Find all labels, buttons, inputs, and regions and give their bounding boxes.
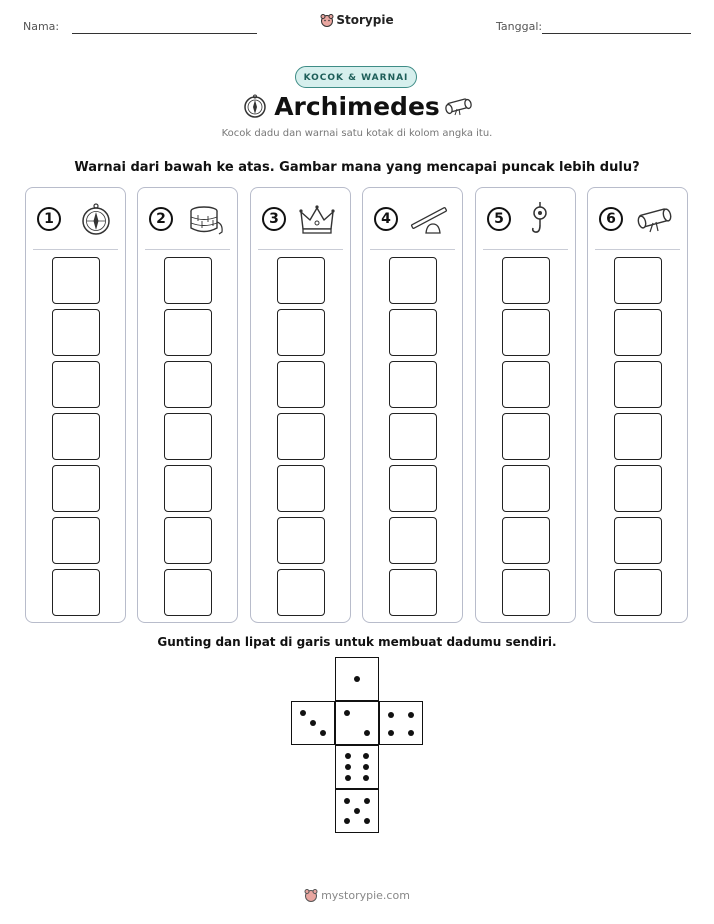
color-box[interactable] <box>389 257 437 304</box>
column-4 <box>362 187 463 623</box>
color-box[interactable] <box>389 517 437 564</box>
scroll-icon <box>634 202 674 238</box>
die-pip <box>345 775 351 781</box>
column-number: 5 <box>487 207 511 231</box>
column-number: 2 <box>149 207 173 231</box>
die-pip <box>344 710 350 716</box>
lever-icon <box>409 202 449 238</box>
color-box[interactable] <box>502 257 550 304</box>
color-box[interactable] <box>52 413 100 460</box>
column-divider <box>145 249 230 250</box>
color-box[interactable] <box>277 257 325 304</box>
color-box[interactable] <box>277 309 325 356</box>
well-icon <box>184 202 224 238</box>
color-box[interactable] <box>277 569 325 616</box>
column-number: 6 <box>599 207 623 231</box>
color-box[interactable] <box>389 569 437 616</box>
color-box[interactable] <box>502 465 550 512</box>
color-box[interactable] <box>164 517 212 564</box>
column-3 <box>250 187 351 623</box>
die-pip <box>388 730 394 736</box>
color-box[interactable] <box>277 465 325 512</box>
color-box[interactable] <box>164 569 212 616</box>
die-pip <box>354 808 360 814</box>
color-box[interactable] <box>389 465 437 512</box>
die-face-4 <box>379 701 423 745</box>
color-box[interactable] <box>614 569 662 616</box>
color-box[interactable] <box>502 361 550 408</box>
die-pip <box>300 710 306 716</box>
footer-url[interactable]: mystorypie.com <box>321 889 410 902</box>
color-box[interactable] <box>52 309 100 356</box>
column-divider <box>370 249 455 250</box>
color-box[interactable] <box>614 257 662 304</box>
die-pip <box>344 798 350 804</box>
column-number: 4 <box>374 207 398 231</box>
die-pip <box>345 753 351 759</box>
die-pip <box>364 818 370 824</box>
brand-name: Storypie <box>336 13 394 27</box>
color-box[interactable] <box>164 257 212 304</box>
die-pip <box>345 764 351 770</box>
color-box[interactable] <box>502 569 550 616</box>
color-box[interactable] <box>389 361 437 408</box>
color-box[interactable] <box>164 465 212 512</box>
column-6 <box>587 187 688 623</box>
footer <box>0 888 714 902</box>
color-box[interactable] <box>52 465 100 512</box>
column-number: 3 <box>262 207 286 231</box>
die-pip <box>364 798 370 804</box>
color-box[interactable] <box>389 309 437 356</box>
name-label: Nama: <box>23 20 60 33</box>
color-box[interactable] <box>614 413 662 460</box>
compass-icon <box>72 202 112 238</box>
color-box[interactable] <box>164 361 212 408</box>
color-box[interactable] <box>614 361 662 408</box>
date-label: Tanggal: <box>496 20 543 33</box>
name-line <box>72 33 257 34</box>
column-2 <box>137 187 238 623</box>
column-number: 1 <box>37 207 61 231</box>
color-box[interactable] <box>502 517 550 564</box>
die-face-2 <box>335 701 379 745</box>
die-face-6 <box>335 745 379 789</box>
die-face-1 <box>335 657 379 701</box>
die-face-5 <box>335 789 379 833</box>
color-box[interactable] <box>389 413 437 460</box>
column-5 <box>475 187 576 623</box>
activity-badge: KOCOK & WARNAI <box>295 66 417 88</box>
cut-instruction: Gunting dan lipat di garis untuk membuat dadumu sendiri. <box>157 635 557 649</box>
die-pip <box>364 730 370 736</box>
die-pip <box>408 730 414 736</box>
color-box[interactable] <box>614 465 662 512</box>
storypie-logo-icon <box>320 13 334 27</box>
color-box[interactable] <box>614 309 662 356</box>
crown-icon <box>297 202 337 238</box>
color-box[interactable] <box>164 413 212 460</box>
column-divider <box>595 249 680 250</box>
column-divider <box>33 249 118 250</box>
scroll-title-icon <box>443 96 473 118</box>
die-pip <box>408 712 414 718</box>
color-box[interactable] <box>614 517 662 564</box>
column-divider <box>483 249 568 250</box>
die-pip <box>363 775 369 781</box>
color-box[interactable] <box>52 257 100 304</box>
die-face-3 <box>291 701 335 745</box>
coloring-instruction: Warnai dari bawah ke atas. Gambar mana yang mencapai puncak lebih dulu? <box>74 160 640 175</box>
date-line <box>542 33 691 34</box>
color-box[interactable] <box>277 413 325 460</box>
brand <box>0 13 714 27</box>
die-pip <box>344 818 350 824</box>
color-box[interactable] <box>502 413 550 460</box>
color-box[interactable] <box>277 517 325 564</box>
pulley-hook-icon <box>522 202 562 238</box>
storypie-logo-icon <box>304 888 318 902</box>
die-pip <box>388 712 394 718</box>
die-pip <box>310 720 316 726</box>
color-box[interactable] <box>52 569 100 616</box>
column-divider <box>258 249 343 250</box>
color-box[interactable] <box>277 361 325 408</box>
color-box[interactable] <box>164 309 212 356</box>
die-pip <box>363 753 369 759</box>
die-pip <box>354 676 360 682</box>
color-box[interactable] <box>52 517 100 564</box>
die-pip <box>363 764 369 770</box>
page-title: Archimedes <box>274 92 440 121</box>
subtitle: Kocok dadu dan warnai satu kotak di kolom angka itu. <box>221 128 493 139</box>
color-box[interactable] <box>52 361 100 408</box>
color-box[interactable] <box>502 309 550 356</box>
column-1 <box>25 187 126 623</box>
die-pip <box>320 730 326 736</box>
